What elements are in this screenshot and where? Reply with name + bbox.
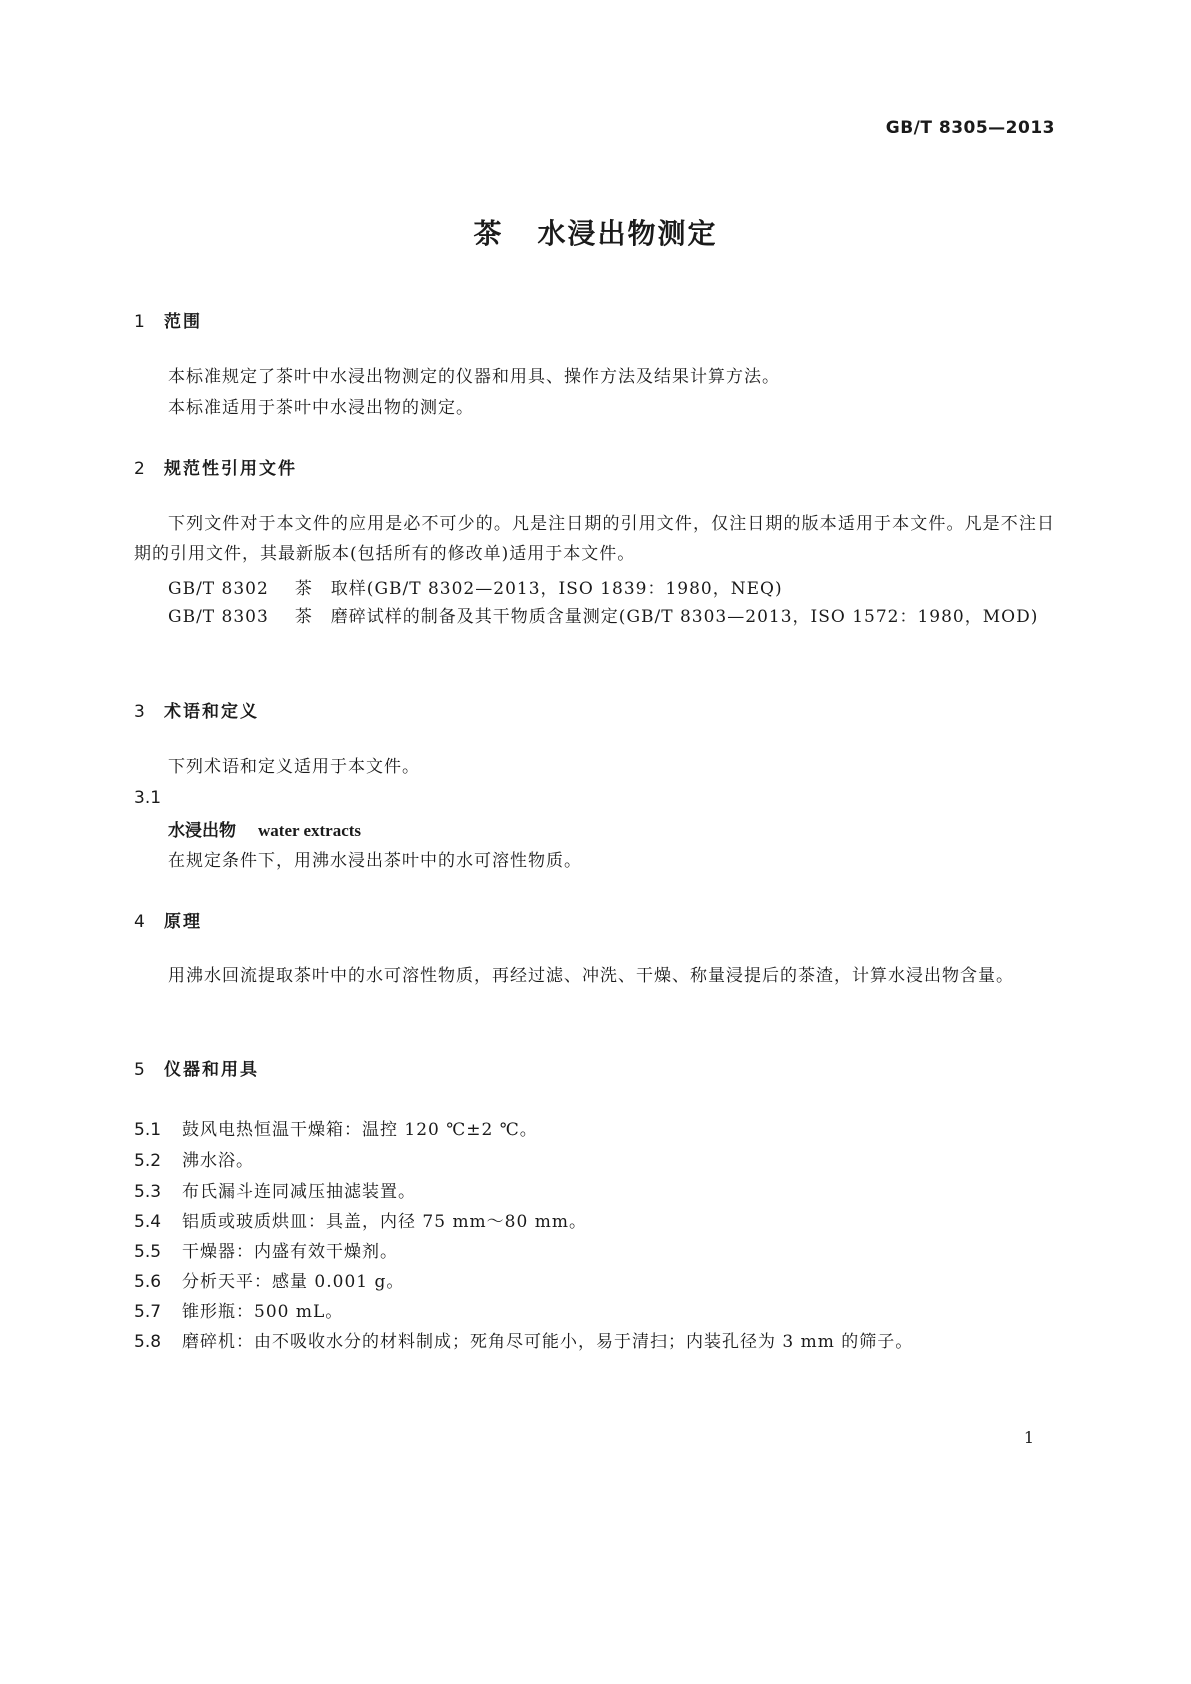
instrument-item [134, 1207, 587, 1232]
item-text: 铝质或玻质烘皿：具盖，内径 75 mm～80 mm。 [182, 1212, 587, 1232]
section-2-paragraph-1: 下列文件对于本文件的应用是必不可少的。凡是注日期的引用文件，仅注日期的版本适用于本文件。凡是不注日期的引用文件，其最新版本(包括所有的修改单)适用于本文件。 [134, 514, 1055, 564]
instrument-item [134, 1146, 254, 1171]
section-number: 1 [134, 312, 145, 332]
section-title: 术语和定义 [164, 702, 259, 722]
instrument-item [134, 1237, 398, 1262]
section-1-paragraph-2: 本标准适用于茶叶中水浸出物的测定。 [168, 398, 474, 418]
instrument-item [134, 1327, 913, 1352]
section-1-heading [134, 307, 202, 332]
section-title: 原理 [164, 912, 202, 932]
page-number: 1 [1023, 1428, 1034, 1447]
section-4-paragraph-1: 用沸水回流提取茶叶中的水可溶性物质，再经过滤、冲洗、干燥、称量浸提后的茶渣，计算水浸出物含量。 [168, 966, 1014, 986]
item-number: 5.6 [134, 1272, 162, 1292]
item-text: 鼓风电热恒温干燥箱：温控 120 ℃±2 ℃。 [182, 1120, 538, 1140]
item-number: 5.1 [134, 1120, 162, 1140]
section-1-paragraph-1: 本标准规定了茶叶中水浸出物测定的仪器和用具、操作方法及结果计算方法。 [168, 367, 780, 387]
item-number: 5.4 [134, 1212, 162, 1232]
title-part-1: 茶 [473, 217, 504, 250]
reference-code: GB/T 8302 [168, 579, 269, 599]
item-number: 5.3 [134, 1182, 162, 1202]
reference-title: 茶 磨碎试样的制备及其干物质含量测定(GB/T 8303—2013，ISO 1572：1980，MOD) [294, 607, 1039, 627]
reference-gbt-8303 [134, 602, 1055, 632]
instrument-item [134, 1267, 404, 1292]
title-part-2: 水浸出物测定 [537, 217, 718, 250]
section-number: 3 [134, 702, 145, 722]
item-number: 5.8 [134, 1332, 162, 1352]
term-definition: 在规定条件下，用沸水浸出茶叶中的水可溶性物质。 [168, 851, 582, 871]
section-title: 规范性引用文件 [164, 459, 297, 479]
item-text: 干燥器：内盛有效干燥剂。 [182, 1242, 398, 1262]
instrument-item [134, 1297, 343, 1322]
section-title: 仪器和用具 [164, 1060, 259, 1080]
item-text: 锥形瓶：500 mL。 [182, 1302, 344, 1322]
section-2-heading [134, 454, 297, 479]
item-text: 布氏漏斗连同减压抽滤装置。 [182, 1182, 416, 1202]
document-title [0, 212, 1191, 252]
reference-code: GB/T 8303 [168, 607, 269, 627]
section-5-heading [134, 1055, 259, 1080]
item-number: 5.7 [134, 1302, 162, 1322]
section-4-heading [134, 907, 202, 932]
term-english: water extracts [258, 821, 362, 840]
section-3-intro: 下列术语和定义适用于本文件。 [168, 757, 420, 777]
item-text: 分析天平：感量 0.001 g。 [182, 1272, 405, 1292]
term-chinese: 水浸出物 [168, 821, 236, 841]
instrument-item [134, 1177, 416, 1202]
term-entry [168, 816, 361, 841]
instrument-item [134, 1115, 538, 1140]
item-number: 5.5 [134, 1242, 162, 1262]
section-number: 4 [134, 912, 145, 932]
reference-gbt-8302 [168, 574, 783, 599]
item-text: 磨碎机：由不吸收水分的材料制成；死角尽可能小，易于清扫；内装孔径为 3 mm 的筛子。 [182, 1332, 914, 1352]
term-number: 3.1 [134, 788, 162, 808]
section-number: 2 [134, 459, 145, 479]
item-text: 沸水浴。 [182, 1151, 254, 1171]
section-number: 5 [134, 1060, 145, 1080]
reference-title: 茶 取样(GB/T 8302—2013，ISO 1839：1980，NEQ) [294, 579, 783, 599]
section-title: 范围 [164, 312, 202, 332]
section-3-heading [134, 697, 259, 722]
item-number: 5.2 [134, 1151, 162, 1171]
standard-code: GB/T 8305—2013 [885, 118, 1055, 138]
